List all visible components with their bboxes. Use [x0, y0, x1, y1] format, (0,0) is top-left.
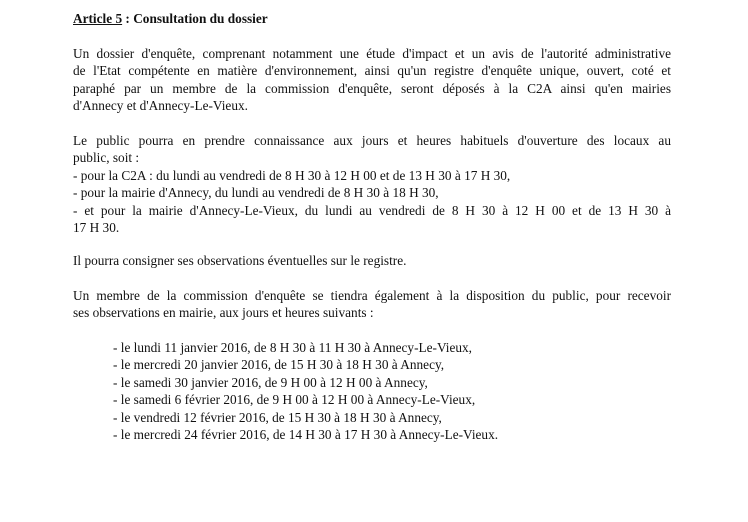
schedule-item: - le samedi 6 février 2016, de 9 H 00 à 12 H 00 à Annecy-Le-Vieux, [113, 392, 476, 408]
text-line: Il pourra consigner ses observations éventuelles sur le registre. [73, 253, 407, 268]
article-title: Consultation du dossier [133, 11, 268, 26]
text-line: - et pour la mairie d'Annecy-Le-Vieux, du lundi au vendredi de 8 H 30 à 12 H 00 et de 13 H 30 à [73, 202, 671, 218]
text-line: public, soit : [73, 150, 140, 166]
schedule-item: - le lundi 11 janvier 2016, de 8 H 30 à 11 H 30 à Annecy-Le-Vieux, [113, 340, 472, 355]
schedule-item: - le vendredi 12 février 2016, de 15 H 30 à 18 H 30 à Annecy, [113, 409, 442, 425]
paragraph-public-hours [73, 132, 671, 236]
text-line: Un membre de la commission d'enquête se tiendra également à la disposition du public, pour recevoir [73, 288, 671, 303]
text-line: ses observations en mairie, aux jours et heures suivants : [73, 305, 374, 321]
article-number: Article 5 [73, 11, 123, 26]
text-line: de l'Etat compétente en matière d'environnement, ainsi qu'un registre d'enquête unique, ouvert, coté et [73, 63, 671, 79]
text-line: 17 H 30. [73, 220, 120, 236]
schedule-item: - le mercredi 24 février 2016, de 14 H 30 à 17 H 30 à Annecy-Le-Vieux. [113, 427, 499, 443]
article-separator: : [122, 11, 134, 26]
text-line: Un dossier d'enquête, comprenant notamment une étude d'impact et un avis de l'autorité administrative [73, 46, 671, 61]
paragraph-observations [73, 252, 671, 269]
article-heading [73, 10, 268, 27]
text-line: - pour la C2A : du lundi au vendredi de 8 H 30 à 12 H 00 et de 13 H 30 à 17 H 30, [73, 167, 511, 183]
schedule-item: - le mercredi 20 janvier 2016, de 15 H 30 à 18 H 30 à Annecy, [113, 357, 445, 373]
schedule-item: - le samedi 30 janvier 2016, de 9 H 00 à 12 H 00 à Annecy, [113, 374, 428, 390]
paragraph-dossier [73, 45, 671, 115]
permanence-schedule-list [113, 339, 498, 443]
text-line: - pour la mairie d'Annecy, du lundi au vendredi de 8 H 30 à 18 H 30, [73, 185, 439, 201]
paragraph-commission-member [73, 287, 671, 322]
text-line: paraphé par un membre de la commission d'enquête, seront déposés à la C2A ainsi qu'en mairies [73, 80, 671, 96]
text-line: d'Annecy et d'Annecy-Le-Vieux. [73, 98, 248, 114]
text-line: Le public pourra en prendre connaissance aux jours et heures habituels d'ouverture des locaux au [73, 133, 671, 148]
